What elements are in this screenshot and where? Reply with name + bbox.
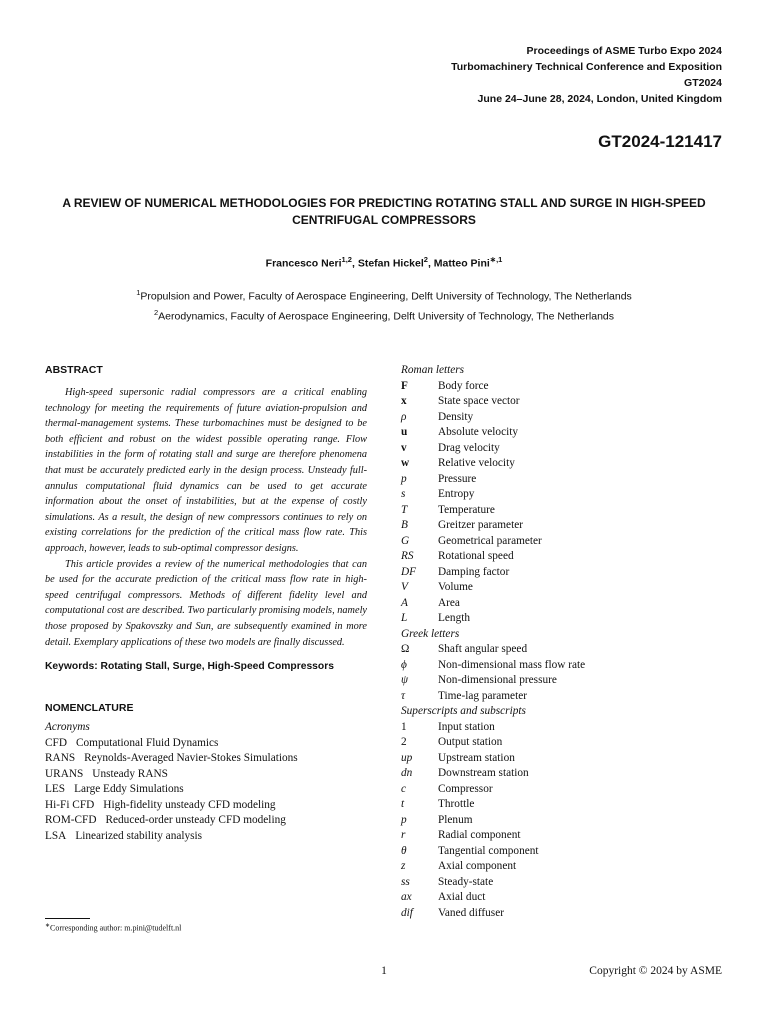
nomenclature-symbol: t [401, 798, 405, 810]
nomenclature-definition: Area [438, 596, 460, 609]
nomenclature-row [401, 487, 723, 503]
nomenclature-symbol: w [401, 457, 410, 469]
author-name: Stefan Hickel [357, 257, 424, 270]
nomenclature-symbol: r [401, 829, 406, 841]
nomenclature-definition: Vaned diffuser [438, 906, 504, 919]
nomenclature-symbol: G [401, 534, 410, 547]
nomenclature-row [401, 673, 723, 689]
nomenclature-row [401, 751, 723, 767]
nomenclature-definition: Body force [438, 379, 489, 392]
acronym-row [45, 736, 367, 752]
conference-line: GT2024 [684, 77, 722, 89]
acronym-row [45, 751, 367, 767]
left-column [45, 364, 367, 844]
nomenclature-row [401, 425, 723, 441]
nomenclature-definition: Input station [438, 720, 495, 733]
acronym: Hi-Fi CFD [45, 798, 95, 811]
nomenclature-symbol: s [401, 488, 406, 500]
nomenclature-definition: Plenum [438, 813, 473, 826]
nomenclature-definition: Downstream station [438, 767, 529, 779]
nomenclature-row [401, 844, 723, 860]
nomenclature-definition: Radial component [438, 829, 521, 841]
nomenclature-symbol: B [401, 519, 408, 531]
nomenclature-definition: Damping factor [438, 565, 510, 578]
nomenclature-definition: Compressor [438, 782, 493, 795]
acronym-list [45, 736, 367, 845]
nomenclature-definition: Throttle [438, 798, 475, 810]
nomenclature-row [401, 782, 723, 798]
nomenclature-definition: Temperature [438, 503, 495, 516]
nomenclature-symbol: ϕ [401, 658, 407, 671]
nomenclature-definition: Output station [438, 736, 503, 748]
nomenclature-row [401, 828, 723, 844]
nomenclature-row [401, 518, 723, 534]
nomenclature-definition: Greitzer parameter [438, 519, 523, 531]
affiliation-mark: 1 [136, 288, 141, 297]
nomenclature-definition: Length [438, 612, 470, 624]
affiliation-text: Aerodynamics, Faculty of Aerospace Engineering, Delft University of Technology, The Netherlands [158, 310, 614, 322]
nomenclature-symbol: A [401, 596, 408, 609]
nomenclature-definition: Density [438, 410, 474, 423]
nomenclature-symbol: RS [401, 550, 414, 562]
nomenclature-heading: NOMENCLATURE [45, 702, 134, 715]
nomenclature-symbol: DF [401, 565, 417, 578]
greek-letters-heading: Greek letters [401, 627, 460, 640]
footnote-rule [45, 918, 90, 919]
nomenclature-row [401, 379, 723, 395]
nomenclature-definition: Tangential component [438, 844, 539, 857]
nomenclature-symbol: p [401, 472, 407, 485]
nomenclature-row [401, 720, 723, 736]
nomenclature-row [401, 658, 723, 674]
nomenclature-symbol: ss [401, 875, 410, 888]
copyright: Copyright © 2024 by ASME [589, 965, 722, 977]
nomenclature-row [401, 611, 723, 627]
abstract-heading: ABSTRACT [45, 364, 103, 376]
nomenclature-row [401, 859, 723, 875]
nomenclature-row [401, 890, 723, 906]
author-affil-mark: 2 [423, 255, 428, 264]
paper-id: GT2024-121417 [598, 132, 722, 151]
nomenclature-definition: Geometrical parameter [438, 534, 542, 547]
nomenclature-definition: Upstream station [438, 751, 515, 764]
right-column [401, 363, 723, 921]
acronym-row [45, 782, 367, 798]
nomenclature-symbol: 1 [401, 720, 407, 733]
acronym: LES [45, 783, 66, 796]
nomenclature-row [401, 735, 723, 751]
affiliation-text: Propulsion and Power, Faculty of Aerospace Engineering, Delft University of Technology, The Netherlands [140, 290, 632, 303]
nomenclature-symbol: up [401, 751, 413, 764]
nomenclature-definition: Non-dimensional mass flow rate [438, 658, 586, 671]
nomenclature-definition: Non-dimensional pressure [438, 674, 557, 686]
roman-symbol-list [401, 379, 723, 627]
nomenclature-definition: Axial component [438, 860, 517, 872]
nomenclature-definition: Relative velocity [438, 457, 515, 469]
nomenclature-symbol: dif [401, 906, 413, 919]
acronym: LSA [45, 829, 67, 842]
affiliations [40, 285, 728, 324]
nomenclature-row [401, 797, 723, 813]
footnote-mark: ∗ [45, 923, 51, 929]
nomenclature-row [401, 766, 723, 782]
nomenclature-definition: Pressure [438, 472, 477, 485]
page-number: 1 [381, 965, 387, 977]
author-name: Francesco Neri [265, 257, 342, 270]
nomenclature-definition: Axial duct [438, 891, 486, 903]
acronym: ROM-CFD [45, 814, 97, 827]
roman-letters-heading: Roman letters [401, 364, 465, 376]
acronym-definition: Linearized stability analysis [75, 829, 203, 842]
author-name: Matteo Pini [433, 257, 490, 270]
author-affil-mark: 1,2 [341, 255, 352, 264]
conference-header [302, 43, 722, 107]
acronym-row [45, 767, 367, 783]
nomenclature-row [401, 534, 723, 550]
author-affil-mark: ∗,1 [489, 255, 503, 264]
nomenclature-row [401, 456, 723, 472]
acronym-definition: Unsteady RANS [92, 767, 168, 780]
nomenclature-symbol: ψ [401, 674, 409, 686]
acronym-definition: Large Eddy Simulations [74, 783, 184, 796]
acronym: URANS [45, 767, 84, 780]
keywords: Keywords: Rotating Stall, Surge, High-Speed Compressors [45, 661, 334, 673]
nomenclature-row [401, 565, 723, 581]
acronym-row [45, 829, 367, 845]
acronym-definition: Reynolds-Averaged Navier-Stokes Simulations [84, 752, 298, 765]
nomenclature-symbol: V [401, 581, 408, 593]
nomenclature-row [401, 472, 723, 488]
nomenclature-row [401, 410, 723, 426]
nomenclature-row [401, 642, 723, 658]
nomenclature-symbol: p [401, 813, 407, 826]
acronym-definition: High-fidelity unsteady CFD modeling [103, 798, 276, 811]
nomenclature-symbol: 2 [401, 736, 407, 748]
affiliation [40, 305, 728, 325]
abstract-paragraph: This article provides a review of the numerical methodologies that can be used for the accurate prediction of the critical mass flow rate in high-speed centrifugal compressors. Methods of different fidelity level and computational cost are described. Two particularly promising models, namely those proposed by Spakovszky and Sun, are subsequently examined in more detail. Exemplary applications of these two models are finally discussed. [45, 558, 367, 648]
nomenclature-definition: Volume [438, 581, 473, 593]
subscripts-heading: Superscripts and subscripts [401, 705, 526, 717]
nomenclature-definition: Time-lag parameter [438, 689, 527, 702]
nomenclature-row [401, 503, 723, 519]
nomenclature-symbol: ρ [401, 410, 407, 423]
nomenclature-definition: Steady-state [438, 875, 494, 888]
nomenclature-symbol: v [401, 441, 407, 454]
nomenclature-definition: Absolute velocity [438, 426, 519, 438]
nomenclature-symbol: τ [401, 689, 406, 702]
nomenclature-definition: State space vector [438, 395, 520, 407]
nomenclature-symbol: F [401, 379, 408, 392]
acronym-row [45, 813, 367, 829]
acronym: CFD [45, 736, 67, 749]
nomenclature-symbol: ax [401, 891, 412, 903]
nomenclature-symbol: z [401, 860, 406, 872]
abstract-paragraph: High-speed supersonic radial compressors are a critical enabling technology for meeting the requirements of future aviation-propulsion and thermal-management systems. These turbomachines must be designed to be both efficient and robust on the widest possible operating range. Flow instabilities in the form of rotating stall and surge are therefore phenomena that must be accurately predicted early in the design process. Unsteady full-annulus computational fluid dynamics can be used to get accurate information about the onset of instabilities, but at the expense of costly simulations. As a result, the design of new compressors continues to rely on existing correlations for the prediction of the critical mass flow rate. This approach, however, leads to sub-optimal compressor designs. [45, 387, 367, 554]
paper-title: A REVIEW OF NUMERICAL METHODOLOGIES FOR PREDICTING ROTATING STALL AND SURGE IN HIGH-SPEED CENTRIFUGAL COMPRESSORS [62, 196, 706, 227]
nomenclature-row [401, 813, 723, 829]
acronym-definition: Computational Fluid Dynamics [75, 736, 219, 749]
nomenclature-row [401, 596, 723, 612]
nomenclature-definition: Shaft angular speed [438, 643, 528, 655]
nomenclature-symbol: u [401, 426, 408, 438]
nomenclature-symbol: T [401, 503, 408, 516]
affiliation-mark: 2 [154, 307, 159, 317]
affiliation [40, 285, 728, 305]
nomenclature-symbol: L [401, 612, 408, 624]
footnote-text: Corresponding author: m.pini@tudelft.nl [50, 923, 182, 933]
abstract-body [45, 385, 367, 650]
conference-line: Turbomachinery Technical Conference and Exposition [451, 61, 722, 73]
nomenclature-definition: Entropy [438, 488, 475, 500]
nomenclature-symbol: x [401, 395, 407, 407]
nomenclature-symbol: c [401, 782, 407, 795]
author-list: Francesco Neri$^{1,2}$, Stefan Hickel$^2$, Matteo Pini$^{∗,1}$ [265, 255, 503, 270]
acronyms-heading: Acronyms [45, 721, 90, 734]
nomenclature-row [401, 906, 723, 922]
footnote [45, 922, 181, 933]
nomenclature-row [401, 689, 723, 705]
nomenclature-row [401, 549, 723, 565]
nomenclature-definition: Drag velocity [438, 441, 500, 454]
nomenclature-row [401, 875, 723, 891]
nomenclature-symbol: dn [401, 767, 413, 779]
nomenclature-row [401, 580, 723, 596]
acronym-row [45, 798, 367, 814]
conference-line: Proceedings of ASME Turbo Expo 2024 [526, 45, 722, 57]
acronym-definition: Reduced-order unsteady CFD modeling [105, 814, 286, 827]
nomenclature-row [401, 394, 723, 410]
subscript-symbol-list [401, 720, 723, 922]
conference-line: June 24–June 28, 2024, London, United Kingdom [477, 93, 722, 105]
nomenclature-symbol: Ω [401, 643, 410, 655]
nomenclature-symbol: θ [401, 844, 407, 857]
nomenclature-definition: Rotational speed [438, 550, 514, 562]
acronym: RANS [45, 752, 76, 765]
nomenclature-row [401, 441, 723, 457]
greek-symbol-list [401, 642, 723, 704]
